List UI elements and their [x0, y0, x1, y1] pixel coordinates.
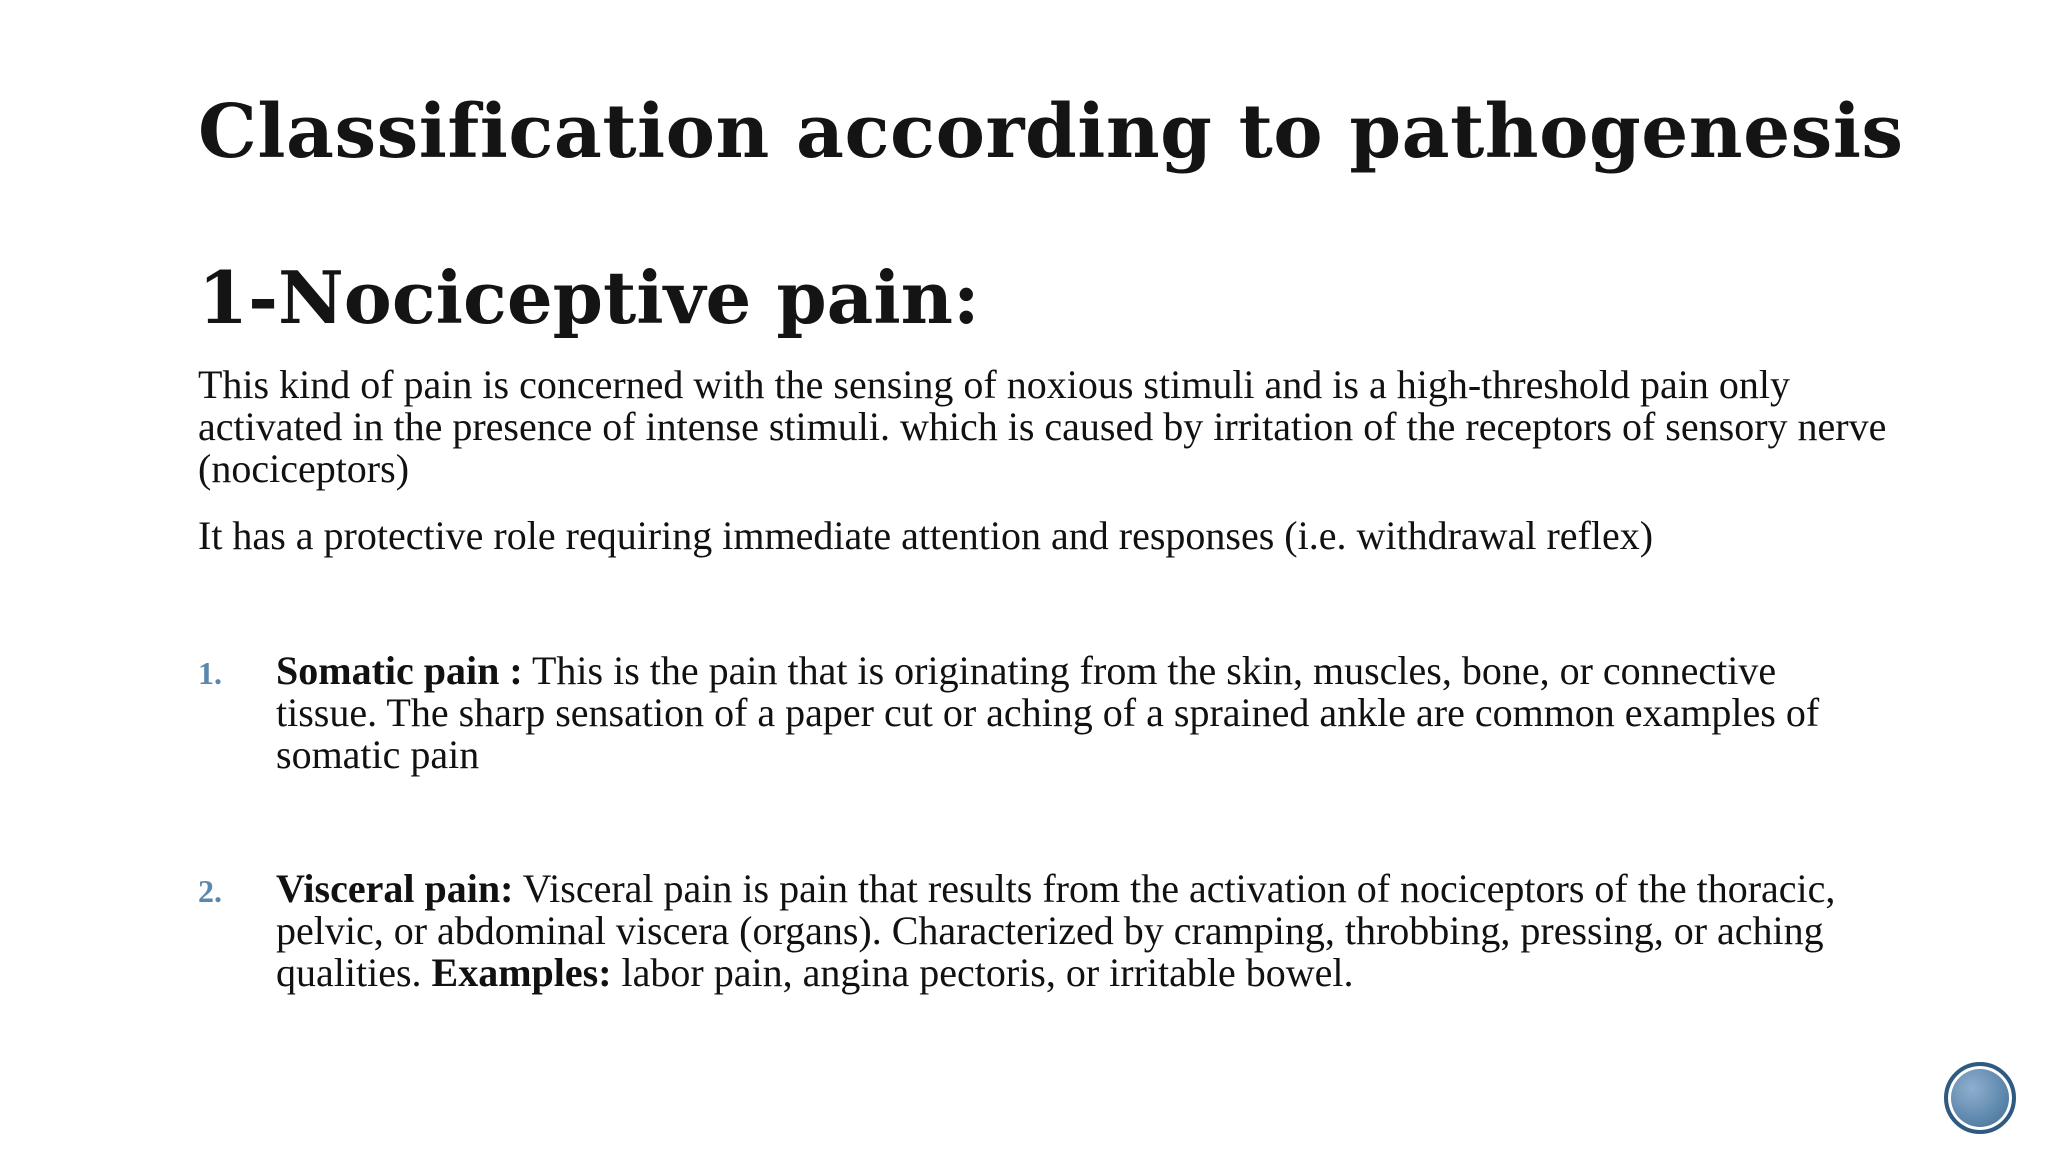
list-item-term: Somatic pain :: [276, 648, 523, 693]
examples-label: Examples:: [431, 950, 612, 995]
section-heading: 1-Nociceptive pain:: [198, 255, 980, 340]
slide-title: Classification according to pathogenesis: [198, 89, 1904, 175]
list-number: 2.: [198, 873, 222, 909]
list-item-content: [276, 650, 1876, 776]
list-item-term: Visceral pain:: [276, 866, 514, 911]
intro-paragraph: This kind of pain is concerned with the sensing of noxious stimuli and is a high-threshold pain only activated in the presence of intense stimuli. which is caused by irritation of the receptors of sensory nerve (nociceptors): [198, 362, 1887, 491]
examples-text: labor pain, angina pectoris, or irritable bowel.: [611, 950, 1354, 995]
list-item-text: This is the pain that is originating from the skin, muscles, bone, or connective tissue. The sharp sensation of a paper cut or aching of a sprained ankle are common examples of somatic pain: [276, 648, 1820, 777]
circle-nav-icon[interactable]: [1944, 1062, 2016, 1134]
list-item-text: Visceral pain is pain that results from the activation of nociceptors of the thoracic, pelvic, or abdominal viscera (organs). Characterized by cramping, throbbing, pressing, or aching qualities.: [276, 866, 1836, 995]
protective-role-paragraph: It has a protective role requiring immediate attention and responses (i.e. withdrawal reflex): [198, 513, 1654, 558]
list-number: 1.: [198, 655, 222, 691]
list-item-content: [276, 868, 1876, 994]
